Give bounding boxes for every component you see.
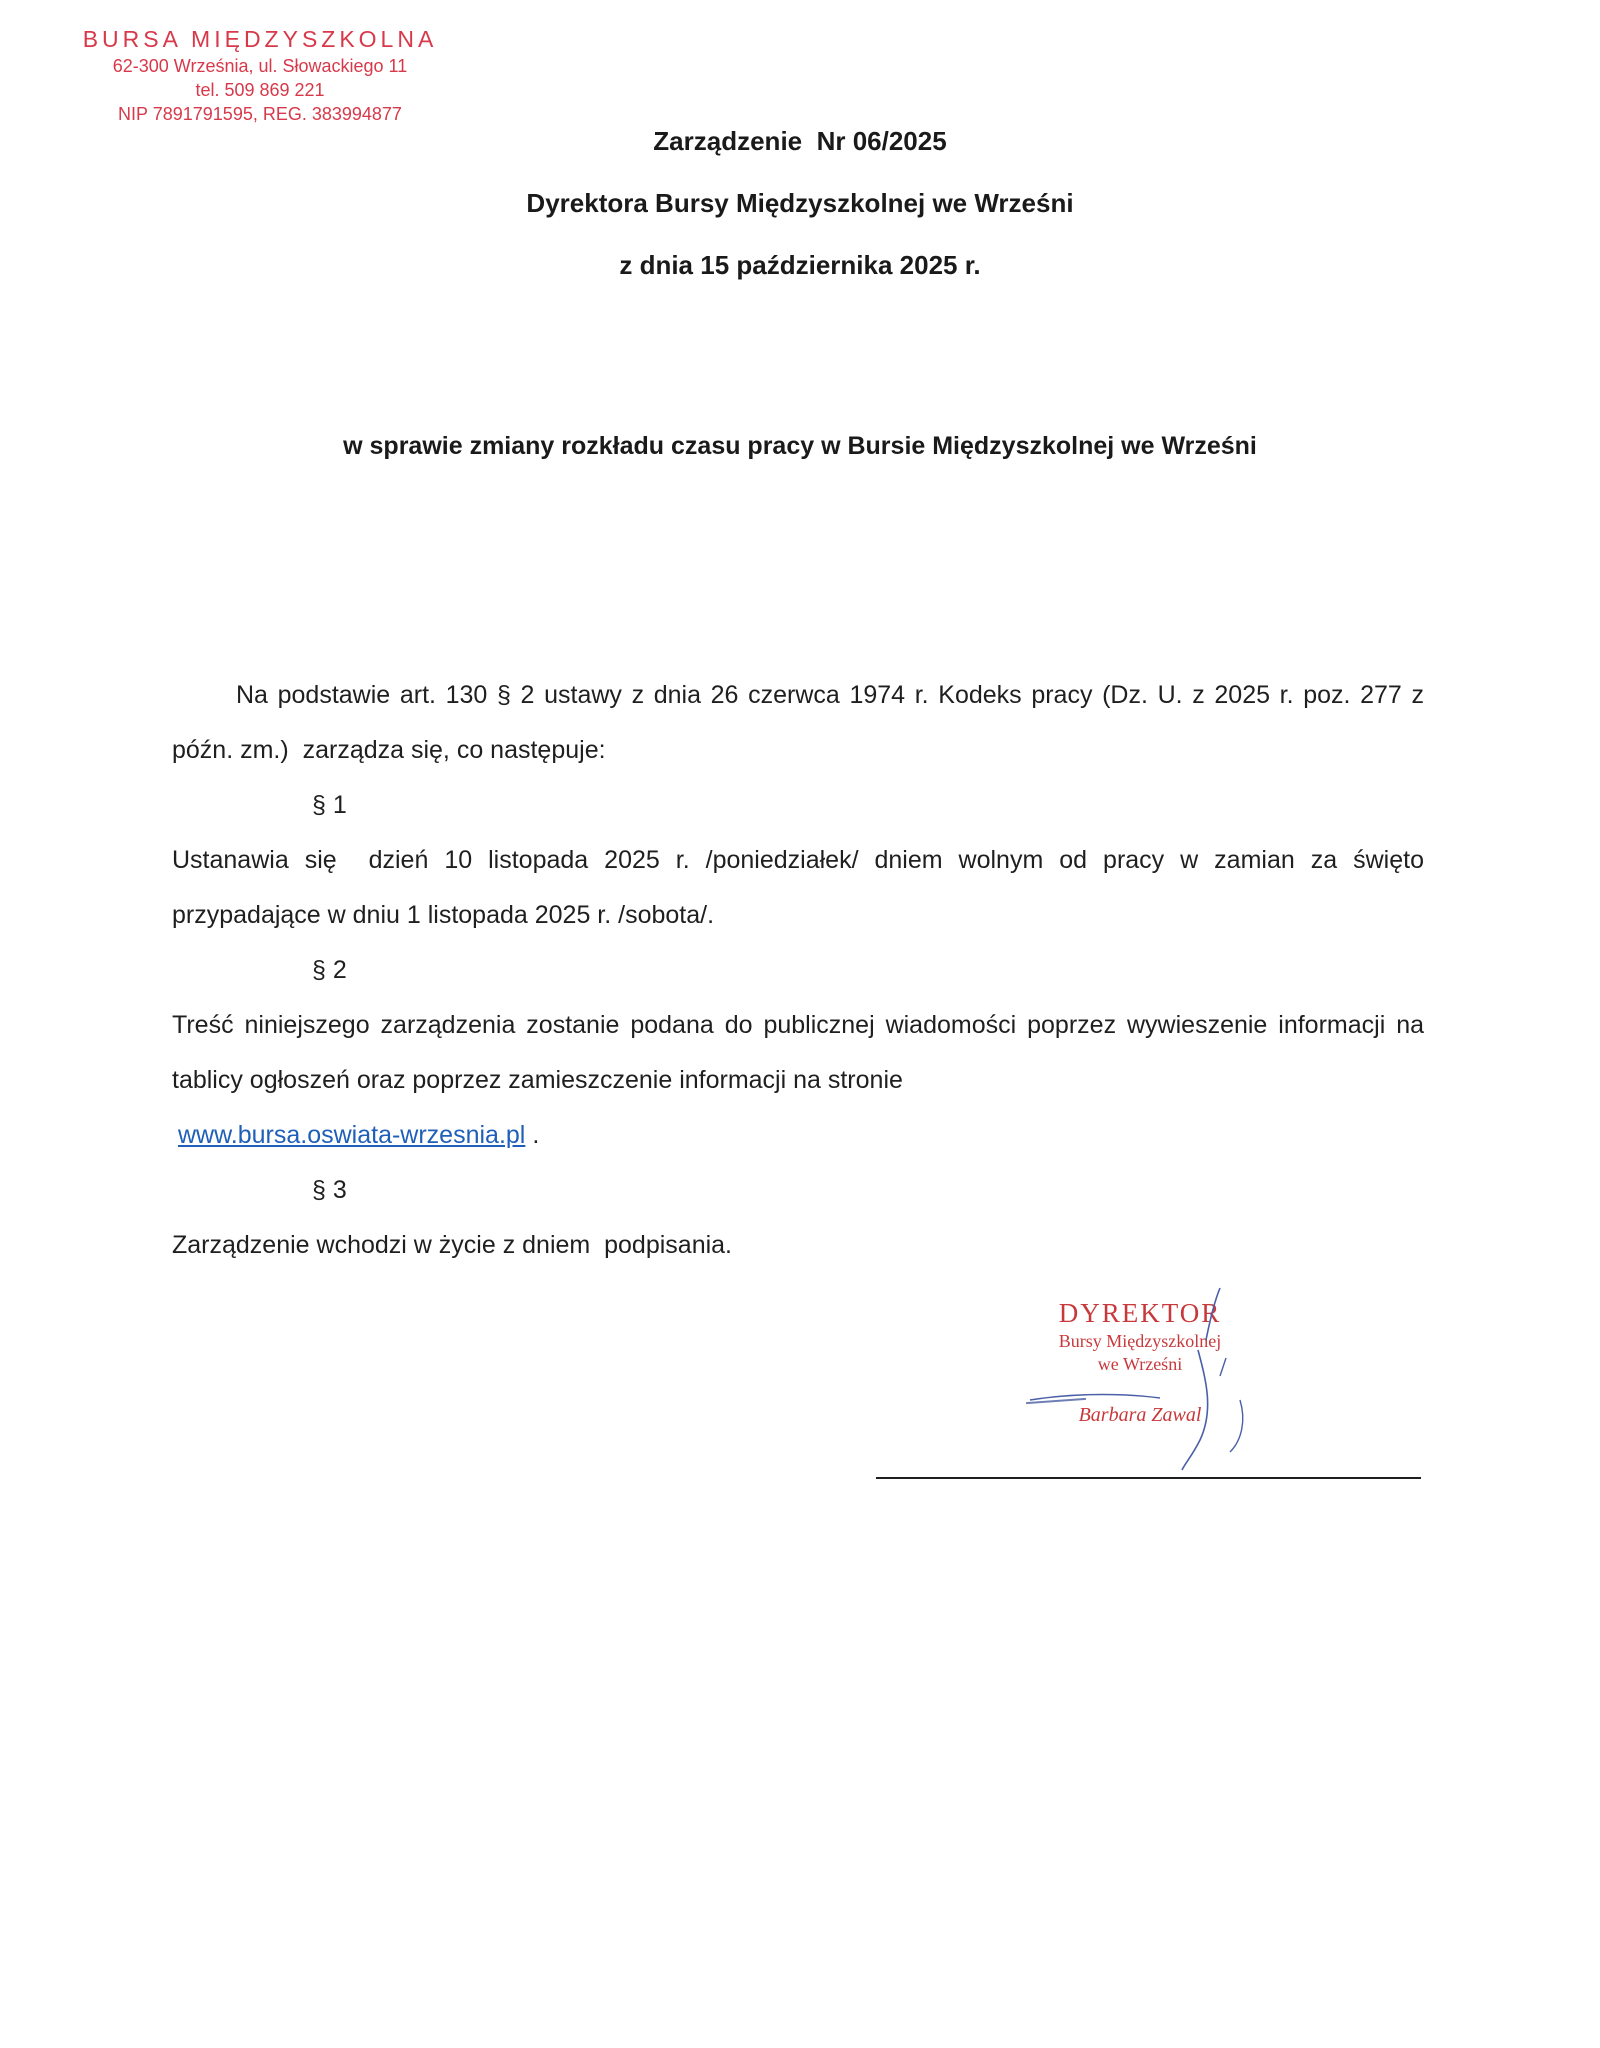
stamp-line-1: Bursy Międzyszkolnej bbox=[1058, 1331, 1222, 1351]
signature-line bbox=[876, 1477, 1421, 1479]
preamble: Na podstawie art. 130 § 2 ustawy z dnia 26 czerwca 1974 r. Kodeks pracy (Dz. U. z 2025 r. poz. 277 z późn. zm.) zarządza się, co następuje: bbox=[172, 681, 1431, 764]
stamp-line-2: we Wrześni bbox=[1097, 1354, 1183, 1374]
document-subject: w sprawie zmiany rozkładu czasu pracy w Bursie Międzyszkolnej we Wrześni bbox=[343, 432, 1257, 460]
stamp-title: DYREKTOR bbox=[1058, 1298, 1222, 1328]
document-title: Zarządzenie Nr 06/2025 bbox=[653, 126, 947, 156]
link-suffix: . bbox=[532, 1121, 540, 1149]
section-3-text: Zarządzenie wchodzi w życie z dniem podpisania. bbox=[172, 1231, 732, 1259]
letterhead-address: 62-300 Września, ul. Słowackiego 11 bbox=[112, 56, 408, 76]
handwritten-signature bbox=[1010, 1280, 1270, 1480]
letterhead-name: BURSA MIĘDZYSZKOLNA bbox=[82, 26, 438, 52]
letterhead-stamp bbox=[70, 24, 450, 126]
section-2-text: Treść niniejszego zarządzenia zostanie podana do publicznej wiadomości poprzez wywieszenie informacji na tablicy ogłoszeń oraz poprzez zamieszczenie informacji na stronie bbox=[172, 1011, 1424, 1094]
stamp-name: Barbara Zawal bbox=[1078, 1404, 1202, 1426]
document-body bbox=[172, 668, 1431, 1273]
section-1-mark: § 1 bbox=[312, 791, 347, 819]
section-1-text: Ustanawia się dzień 10 listopada 2025 r. /poniedziałek/ dniem wolnym od pracy w zamian za święto przypadające w dniu 1 listopada 2025 r. /sobota/. bbox=[172, 846, 1431, 929]
section-2-link-line bbox=[172, 1108, 1424, 1163]
document-issuer: Dyrektora Bursy Międzyszkolnej we Wrześni bbox=[526, 188, 1074, 218]
section-2-mark: § 2 bbox=[312, 956, 347, 984]
letterhead-phone: tel. 509 869 221 bbox=[195, 80, 325, 100]
document-date: z dnia 15 października 2025 r. bbox=[619, 250, 981, 280]
letterhead-ids: NIP 7891791595, REG. 383994877 bbox=[118, 104, 402, 124]
website-link[interactable]: www.bursa.oswiata-wrzesnia.pl bbox=[178, 1121, 526, 1149]
section-3-mark: § 3 bbox=[312, 1176, 347, 1204]
